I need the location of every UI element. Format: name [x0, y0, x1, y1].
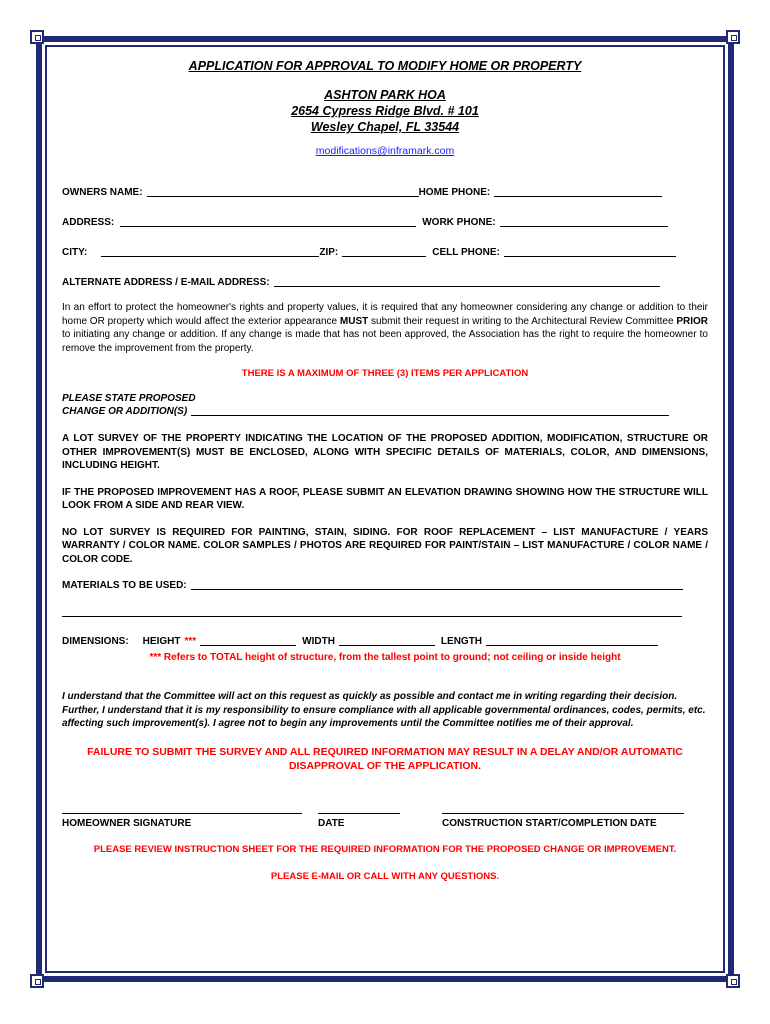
lot-survey-paragraph: A LOT SURVEY OF THE PROPERTY INDICATING THE LOCATION OF THE PROPOSED ADDITION, MODIFICATION, STRUCTURE OR OTHER IMPROVEMENT(S) MUST BE ENCLOSED, ALONG WITH SPECIFIC DETAILS OF MATERIALS, COLOR, AND DIMENSIONS, INCLUDING HEIGHT.	[62, 433, 708, 471]
materials-field-2[interactable]	[62, 606, 682, 617]
width-field[interactable]	[339, 635, 435, 646]
cell-phone-label: CELL PHONE:	[432, 247, 500, 258]
height-note: *** Refers to TOTAL height of structure, from the tallest point to ground; not ceiling or inside height	[149, 652, 621, 663]
failure-notice: FAILURE TO SUBMIT THE SURVEY AND ALL REQUIRED INFORMATION MAY RESULT IN A DELAY AND/OR AUTOMATIC DISAPPROVAL OF THE APPLICATION.	[87, 745, 683, 772]
homeowner-signature-field[interactable]	[62, 803, 302, 814]
roof-paragraph: IF THE PROPOSED IMPROVEMENT HAS A ROOF, PLEASE SUBMIT AN ELEVATION DRAWING SHOWING HOW THE STRUCTURE WILL LOOK FROM A SIDE AND REAR VIEW.	[62, 486, 708, 511]
owner-row	[62, 186, 708, 199]
materials-label: MATERIALS TO BE USED:	[62, 580, 187, 591]
form-content	[62, 56, 708, 883]
address-label: ADDRESS:	[62, 217, 115, 228]
work-phone-label: WORK PHONE:	[422, 217, 496, 228]
home-phone-label: HOME PHONE:	[418, 187, 491, 198]
proposed-label-2: CHANGE OR ADDITION(S)	[62, 406, 188, 417]
proposed-label-1: PLEASE STATE PROPOSED	[62, 393, 196, 404]
dimensions-row	[62, 635, 708, 648]
city-row	[62, 246, 708, 259]
corner-ornament	[30, 30, 44, 44]
understand-text: to begin any improvements until the Committee notifies me of their approval.	[265, 718, 634, 729]
corner-ornament	[726, 30, 740, 44]
hoa-address-1: 2654 Cypress Ridge Blvd. # 101	[291, 104, 479, 118]
questions-notice: PLEASE E-MAIL OR CALL WITH ANY QUESTIONS.	[270, 870, 500, 882]
hoa-header	[62, 87, 708, 135]
understand-text: I understand that the Committee will act on this request as quickly as possible and contact me in writing regarding their decision. Further, I understand that it is my responsibility to ensure compliance with all applicable governmental ordinances, codes, permits, etc. affecting such improvement(s). I agree	[62, 691, 706, 729]
understand-paragraph	[62, 690, 708, 731]
materials-row-2	[62, 606, 708, 621]
date-field[interactable]	[318, 803, 400, 814]
proposed-change-field[interactable]	[191, 405, 669, 416]
address-row	[62, 216, 708, 229]
corner-ornament	[30, 974, 44, 988]
home-phone-field[interactable]	[494, 186, 662, 197]
length-label: LENGTH	[440, 636, 483, 647]
height-field[interactable]	[200, 635, 296, 646]
cell-phone-field[interactable]	[504, 246, 676, 257]
no-survey-paragraph: NO LOT SURVEY IS REQUIRED FOR PAINTING, STAIN, SIDING. FOR ROOF REPLACEMENT – LIST MANUFACTURE / YEARS WARRANTY / COLOR NAME. COLOR SAMPLES / PHOTOS ARE REQUIRED FOR PAINT/STAIN – LIST MANUFACTURE / COLOR NAME / COLOR CODE.	[62, 526, 708, 565]
dimensions-label: DIMENSIONS:	[62, 636, 129, 647]
length-field[interactable]	[486, 635, 658, 646]
zip-label: ZIP:	[319, 247, 339, 258]
review-notice: PLEASE REVIEW INSTRUCTION SHEET FOR THE REQUIRED INFORMATION FOR THE PROPOSED CHANGE OR IMPROVEMENT.	[93, 843, 677, 855]
date-label: DATE	[318, 817, 345, 829]
hoa-address-2: Wesley Chapel, FL 33544	[310, 120, 460, 134]
homeowner-signature-label: HOMEOWNER SIGNATURE	[62, 817, 192, 829]
width-label: WIDTH	[302, 636, 335, 647]
intro-text: In an effort to protect the homeowner's rights and property values, it is required that any homeowner considering any change or addition to their home OR property which would affect the exterior appearance	[62, 302, 708, 327]
materials-field[interactable]	[191, 579, 683, 590]
city-field[interactable]	[101, 246, 319, 257]
understand-not: not	[247, 717, 266, 729]
max-items-notice: THERE IS A MAXIMUM OF THREE (3) ITEMS PER APPLICATION	[241, 368, 529, 379]
intro-prior: PRIOR	[676, 315, 709, 327]
intro-text: to initiating any change or addition. If any change is made that has not been approved, the Association has the right to require the homeowner to remove the improvement from the property.	[62, 329, 708, 354]
construction-date-label: CONSTRUCTION START/COMPLETION DATE	[442, 817, 657, 829]
alternate-address-field[interactable]	[274, 276, 660, 287]
height-label: HEIGHT	[142, 636, 181, 647]
corner-ornament	[726, 974, 740, 988]
owners-name-label: OWNERS NAME:	[62, 187, 143, 198]
city-label: CITY:	[62, 247, 88, 258]
contact-email-link[interactable]: modifications@inframark.com	[315, 145, 455, 157]
owners-name-field[interactable]	[147, 186, 419, 197]
address-field[interactable]	[120, 216, 416, 227]
alternate-address-row	[62, 276, 708, 289]
proposed-change-section	[62, 392, 708, 418]
height-stars: ***	[184, 636, 197, 647]
form-title: APPLICATION FOR APPROVAL TO MODIFY HOME OR PROPERTY	[188, 59, 582, 73]
alternate-address-label: ALTERNATE ADDRESS / E-MAIL ADDRESS:	[62, 277, 270, 288]
materials-row	[62, 579, 708, 592]
hoa-name: ASHTON PARK HOA	[324, 88, 446, 102]
zip-field[interactable]	[342, 246, 426, 257]
intro-paragraph	[62, 301, 708, 355]
intro-text: submit their request in writing to the Architectural Review Committee	[368, 315, 677, 327]
work-phone-field[interactable]	[500, 216, 668, 227]
intro-must: MUST	[339, 315, 369, 327]
proposed-row	[62, 405, 708, 418]
signature-block	[62, 803, 708, 837]
construction-date-field[interactable]	[442, 803, 684, 814]
